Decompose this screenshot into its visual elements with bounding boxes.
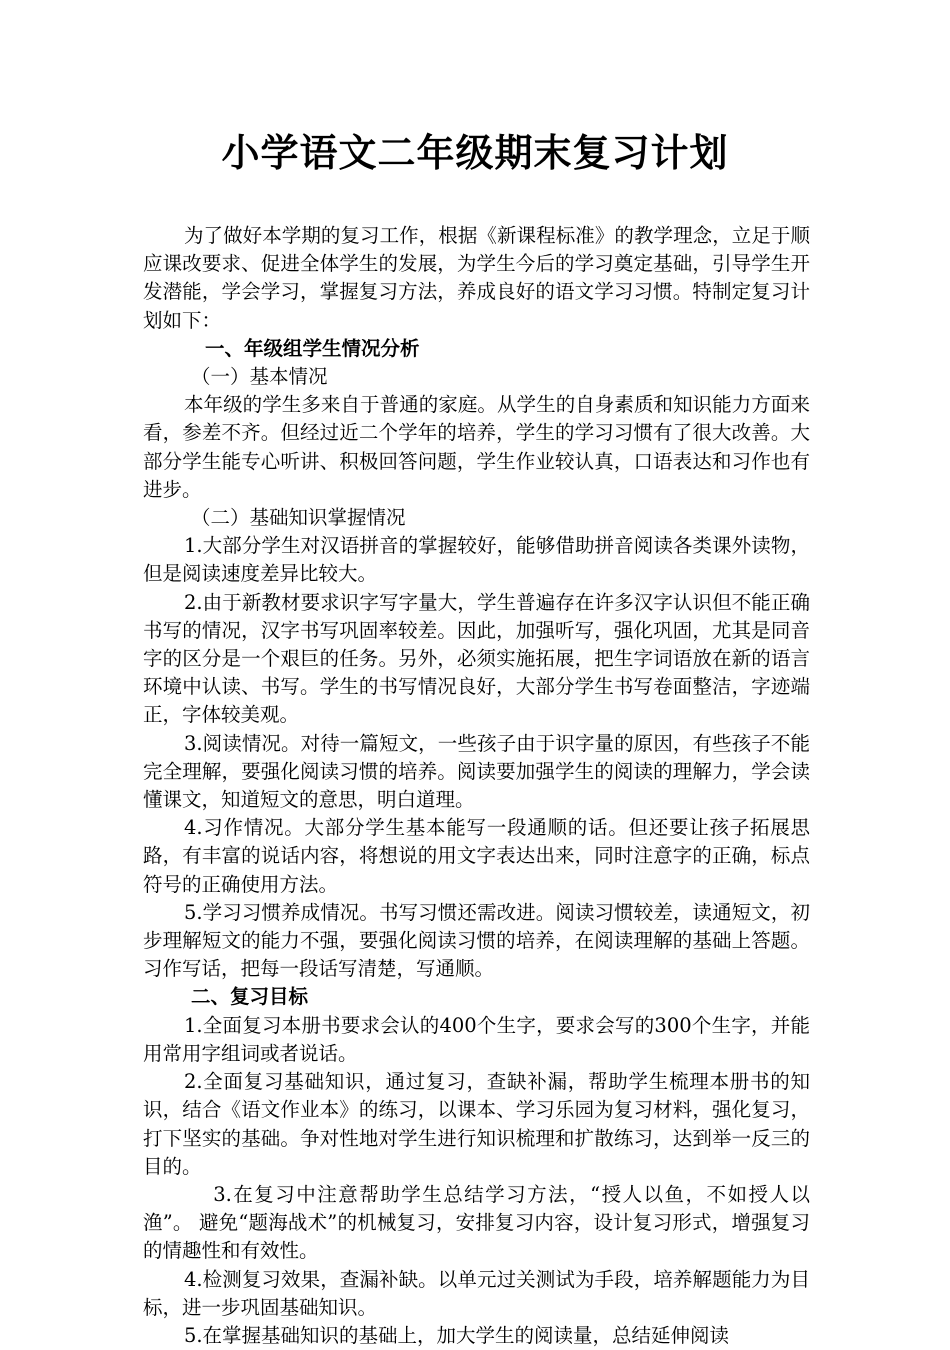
document-body [143, 222, 810, 1350]
goal-item-1: 1.全面复习本册书要求会认的400个生字，要求会写的300个生字，并能用常用字组词或者说话。 [143, 1013, 810, 1065]
knowledge-item-3: 3.阅读情况。对待一篇短文，一些孩子由于识字量的原因，有些孩子不能完全理解，要强化阅读习惯的培养。阅读要加强学生的阅读的理解力，学会读懂课文，知道短文的意思，明白道理。 [143, 731, 810, 812]
section-heading-student-analysis: 一、年级组学生情况分析 [205, 336, 420, 360]
knowledge-item-4: 4.习作情况。大部分学生基本能写一段通顺的话。但还要让孩子拓展思路，有丰富的说话内容，将想说的用文字表达出来，同时注意字的正确，标点符号的正确使用方法。 [143, 816, 810, 896]
subheading-basic-situation: （一）基本情况 [191, 365, 328, 389]
goal-item-3: 3.在复习中注意帮助学生总结学习方法，“授人以鱼，不如授人以渔”。 避免“题海战术”的机械复习，安排复习内容，设计复习形式，增强复习的情趣性和有效性。 [143, 1182, 810, 1263]
goal-item-2: 2.全面复习基础知识，通过复习，查缺补漏，帮助学生梳理本册书的知识，结合《语文作业本》的练习，以课本、学习乐园为复习材料，强化复习，打下坚实的基础。争对性地对学生进行知识梳理和扩散练习，达到举一反三的目的。 [143, 1070, 810, 1178]
basic-situation-paragraph: 本年级的学生多来自于普通的家庭。从学生的自身素质和知识能力方面来看，参差不齐。但经过近二个学年的培养，学生的学习习惯有了很大改善。大部分学生能专心听讲、积极回答问题，学生作业较认真，口语表达和习作也有进步。 [143, 393, 810, 501]
knowledge-item-1: 1.大部分学生对汉语拼音的掌握较好，能够借助拼音阅读各类课外读物，但是阅读速度差异比较大。 [143, 534, 810, 586]
goal-item-4: 4.检测复习效果，查漏补缺。以单元过关测试为手段，培养解题能力为目标，进一步巩固基础知识。 [143, 1267, 810, 1319]
document-title: 小学语文二年级期末复习计划 [221, 130, 729, 175]
knowledge-item-5: 5.学习习惯养成情况。书写习惯还需改进。阅读习惯较差，读通短文，初步理解短文的能力不强，要强化阅读习惯的培养，在阅读理解的基础上答题。习作写话，把每一段话写清楚，写通顺。 [143, 900, 810, 981]
goal-item-5: 5.在掌握基础知识的基础上，加大学生的阅读量，总结延伸阅读 [183, 1323, 730, 1347]
knowledge-item-2: 2.由于新教材要求识字写字量大，学生普遍存在许多汉字认识但不能正确书写的情况，汉字书写巩固率较差。因此，加强听写，强化巩固，尤其是同音字的区分是一个艰巨的任务。另外，必须实施拓展，把生字词语放在新的语言环境中认读、书写。学生的书写情况良好，大部分学生书写卷面整洁，字迹端正，字体较美观。 [143, 590, 810, 727]
section-heading-review-goals: 二、复习目标 [191, 985, 309, 1009]
intro-paragraph: 为了做好本学期的复习工作，根据《新课程标准》的教学理念，立足于顺应课改要求、促进全体学生的发展，为学生今后的学习奠定基础，引导学生开发潜能，学会学习，掌握复习方法，养成良好的语文学习习惯。特制定复习计划如下： [143, 224, 810, 332]
subheading-basic-knowledge: （二）基础知识掌握情况 [191, 506, 406, 530]
